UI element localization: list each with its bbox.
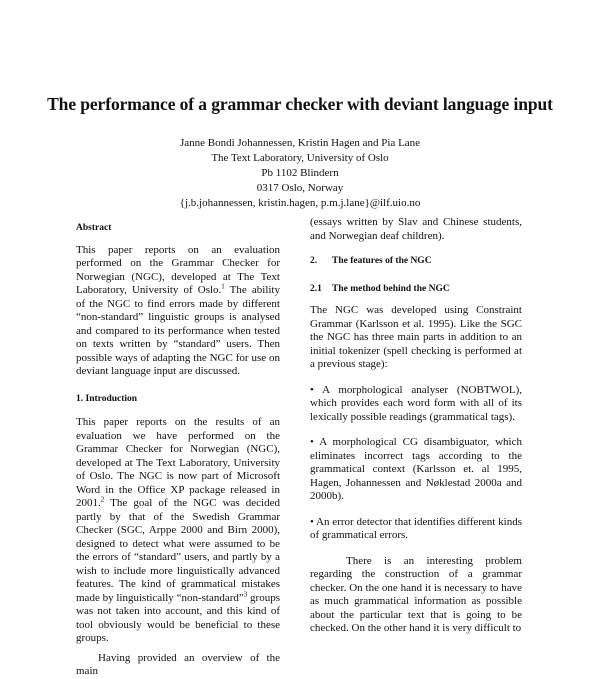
section-2-1-heading [310,283,522,297]
section-2-heading [310,255,522,269]
bullet-morphological-analyser: • A morphological analyser (NOBTWOL), which provides each word form with all of its lexically possible readings (grammatical tags). [310,383,522,423]
footnote-marker-1: 1 [221,282,225,291]
paper-title: The performance of a grammar checker with deviant language input [47,94,553,114]
author-names: Janne Bondi Johannessen, Kristin Hagen and Pia Lane [179,137,421,149]
section-2-1-title: The method behind the NGC [332,283,450,294]
intro-text-part-1: This paper reports on the results of an evaluation we have performed on the Grammar Checker for Norwegian (NGC), developed at The Text Laboratory, University of Oslo. The NGC is now part of Microsoft Word in the Office XP package released in 2001. [76,416,280,509]
footnote-marker-2: 2 [100,495,105,504]
footnote-marker-3: 3 [243,589,248,598]
intro-text-part-2: The goal of the NGC was decided partly by that of the Swedish Grammar Checker (SGC, Arppe 2000 and Birn 2000), designed to detect what were assumed to be the errors of “standard” users, and partly by a wish to include more linguistically advanced features. The kind of grammatical mistakes made by linguistically “non-standard” [76,497,280,604]
abstract-text-part-2: The ability of the NGC to find errors made by different “non-standard” linguistic groups is analysed and compared to its performance when tested on texts written by “standard” users. Then possible ways of adapting the NGC for use on deviant language input are discussed. [76,284,280,377]
section-2-1-number: 2.1 [310,283,322,294]
introduction-paragraph-1 [76,416,280,646]
abstract-text [76,244,280,379]
right-column [310,216,522,636]
author-affiliation: The Text Laboratory, University of Oslo [211,152,389,164]
bullet-error-detector: • An error detector that identifies different kinds of grammatical errors. [310,515,522,541]
introduction-heading [76,393,280,407]
intro-text-part-3: groups was not taken into account, and this kind of tool obviously would be beneficial to these groups. [76,591,280,644]
section-2-title: The features of the NGC [332,256,432,266]
author-address-line-2: 0317 Oslo, Norway [256,182,344,194]
introduction-title: Introduction [85,393,138,404]
method-paragraph: The NGC was developed using Constraint Grammar (Karlsson et al. 1995). Like the SGC the NGC has three main parts in addition to an initial tokenizer (spell checking is performed at a previous stage): [310,304,522,370]
section-2-number: 2. [310,256,318,266]
author-address-line-1: Pb 1102 Blindern [261,167,339,179]
introduction-number: 1. [76,393,84,404]
left-column [76,222,280,679]
problem-paragraph: There is an interesting problem regarding the construction of a grammar checker. On the one hand it is necessary to have as much grammatical information as possible about the particular text that is going to be checked. On the other hand it is very difficult to [310,554,522,634]
continuation-text: (essays written by Slav and Chinese students, and Norwegian deaf children). [310,216,522,242]
bullet-cg-disambiguator: • A morphological CG disambiguator, which eliminates incorrect tags according to the grammatical context (Karlsson et. al 1995, Hagen, Johannessen and Nøklestad 2000a and 2000b). [310,436,522,502]
abstract-text-part-1: This paper reports on an evaluation performed on the Grammar Checker for Norwegian (NGC), developed at The Text Laboratory, University of Oslo. [76,243,280,296]
introduction-paragraph-2: Having provided an overview of the main [76,651,280,677]
abstract-heading: Abstract [76,223,112,233]
author-block [0,136,600,211]
author-emails: {j.b.johannessen, kristin.hagen, p.m.j.lane}@ilf.uio.no [179,197,421,209]
